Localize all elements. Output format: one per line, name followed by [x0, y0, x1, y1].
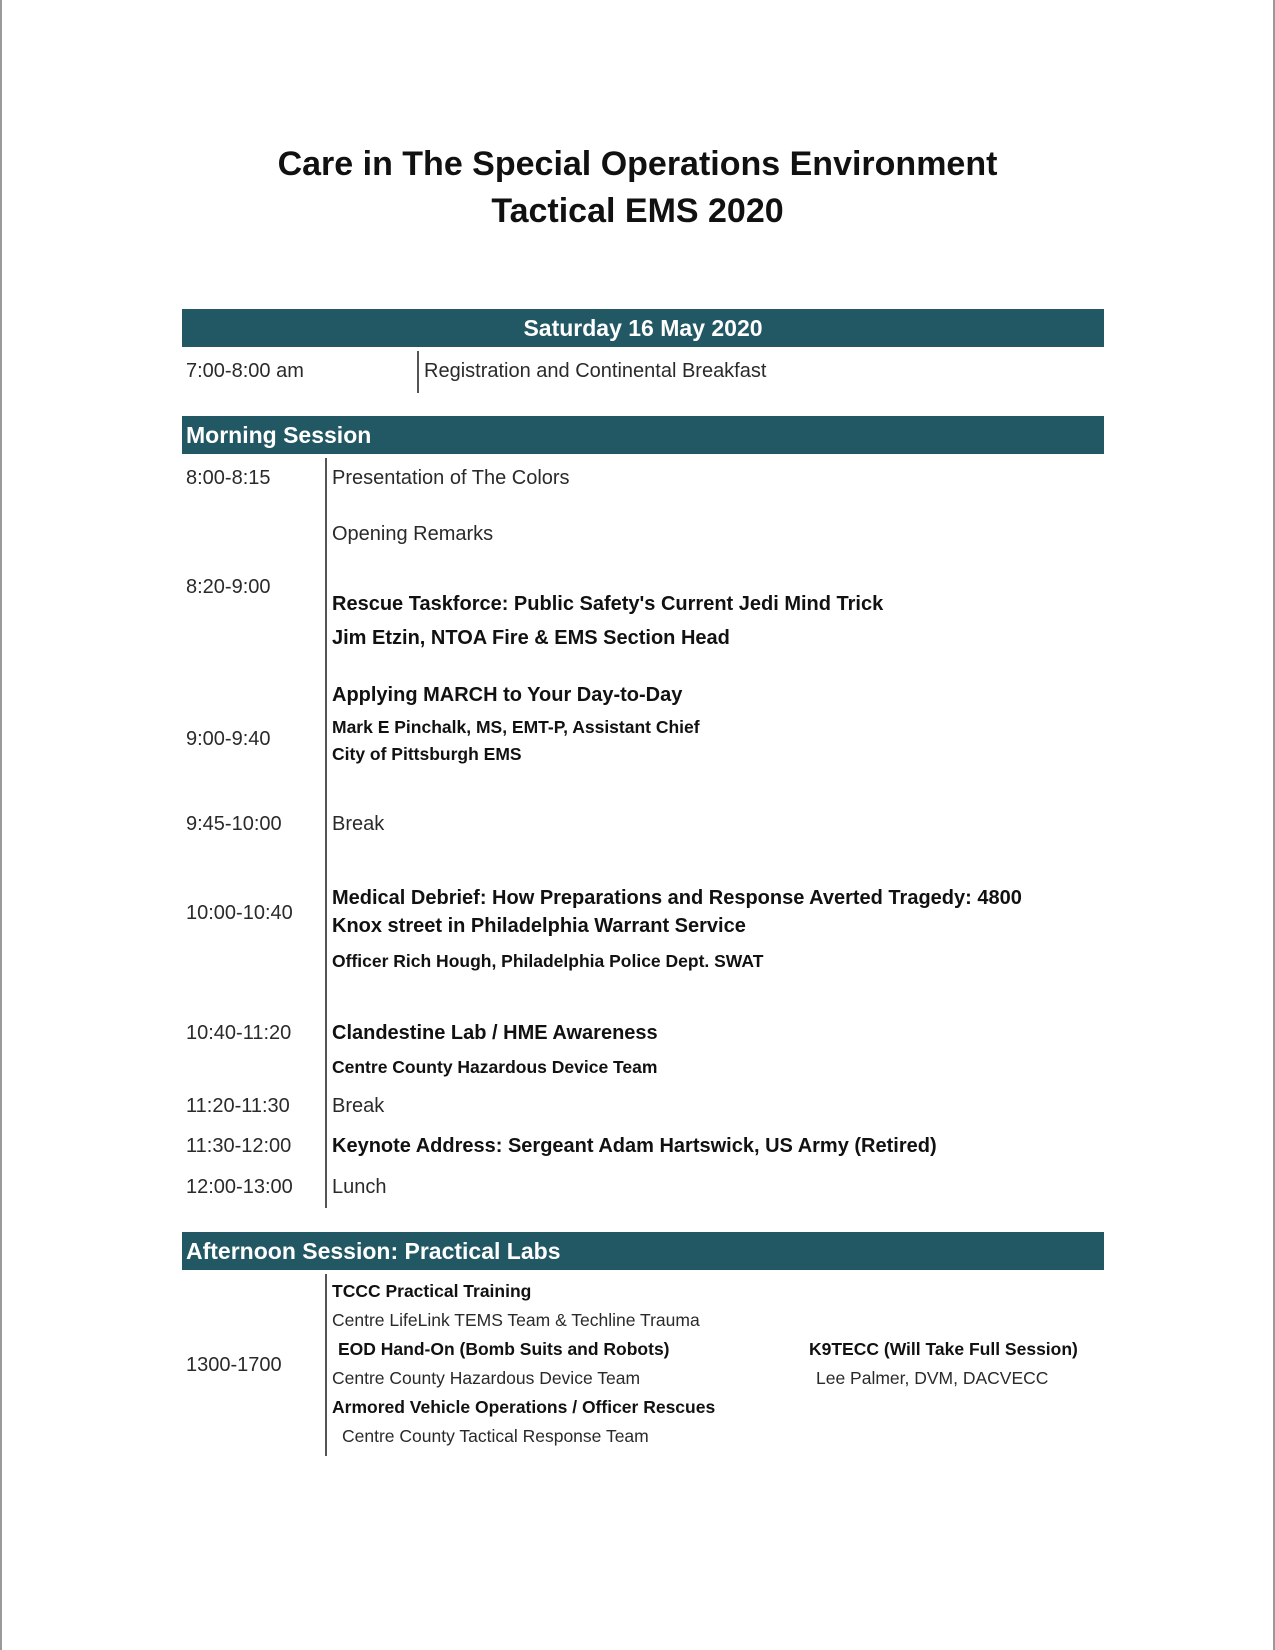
eod-title: EOD Hand-On (Bomb Suits and Robots) — [338, 1339, 670, 1359]
march-title: Applying MARCH to Your Day-to-Day — [332, 684, 683, 706]
march-speaker-line2: City of Pittsburgh EMS — [332, 744, 522, 764]
day-header: Saturday 16 May 2020 — [182, 309, 1104, 347]
document-subtitle: Tactical EMS 2020 — [491, 192, 784, 230]
armored-title: Armored Vehicle Operations / Officer Rescues — [332, 1397, 716, 1417]
morning-session-header: Morning Session — [182, 416, 1104, 454]
k9-team: Lee Palmer, DVM, DACVECC — [816, 1368, 1049, 1388]
debrief-speaker: Officer Rich Hough, Philadelphia Police Dept. SWAT — [332, 951, 764, 971]
registration-divider — [417, 351, 419, 393]
keynote-time: 11:30-12:00 — [186, 1135, 292, 1157]
debrief-title-line2: Knox street in Philadelphia Warrant Service — [332, 915, 746, 937]
document-title: Care in The Special Operations Environment — [277, 145, 998, 183]
eod-team: Centre County Hazardous Device Team — [332, 1368, 641, 1388]
march-time: 9:00-9:40 — [186, 728, 271, 750]
break1-text: Break — [332, 813, 385, 835]
afternoon-divider — [325, 1274, 327, 1456]
morning-divider — [325, 458, 327, 1208]
afternoon-time: 1300-1700 — [186, 1354, 282, 1376]
debrief-title-line1: Medical Debrief: How Preparations and Response Averted Tragedy: 4800 — [332, 887, 1022, 909]
march-speaker-line1: Mark E Pinchalk, MS, EMT-P, Assistant Chief — [332, 717, 700, 737]
break2-time: 11:20-11:30 — [186, 1095, 290, 1117]
clandestine-speaker: Centre County Hazardous Device Team — [332, 1057, 658, 1077]
break1-time: 9:45-10:00 — [186, 813, 282, 835]
rescue-speaker: Jim Etzin, NTOA Fire & EMS Section Head — [332, 627, 730, 649]
colors-time: 8:00-8:15 — [186, 467, 271, 489]
tccc-title: TCCC Practical Training — [332, 1281, 532, 1301]
colors-text: Presentation of The Colors — [332, 467, 570, 489]
armored-team: Centre County Tactical Response Team — [342, 1426, 649, 1446]
rescue-time: 8:20-9:00 — [186, 576, 271, 598]
clandestine-time: 10:40-11:20 — [186, 1022, 292, 1044]
k9-title: K9TECC (Will Take Full Session) — [809, 1339, 1078, 1359]
registration-time: 7:00-8:00 am — [186, 360, 304, 382]
afternoon-session-header: Afternoon Session: Practical Labs — [182, 1232, 1104, 1270]
keynote-text: Keynote Address: Sergeant Adam Hartswick, US Army (Retired) — [332, 1135, 937, 1157]
opening-remarks: Opening Remarks — [332, 523, 494, 545]
debrief-time: 10:00-10:40 — [186, 902, 293, 924]
registration-text: Registration and Continental Breakfast — [424, 360, 767, 382]
tccc-team: Centre LifeLink TEMS Team & Techline Trauma — [332, 1310, 700, 1330]
break2-text: Break — [332, 1095, 385, 1117]
lunch-text: Lunch — [332, 1176, 387, 1198]
rescue-title: Rescue Taskforce: Public Safety's Current Jedi Mind Trick — [332, 593, 884, 615]
page-edge-left — [0, 0, 2, 1650]
clandestine-title: Clandestine Lab / HME Awareness — [332, 1022, 658, 1044]
lunch-time: 12:00-13:00 — [186, 1176, 293, 1198]
